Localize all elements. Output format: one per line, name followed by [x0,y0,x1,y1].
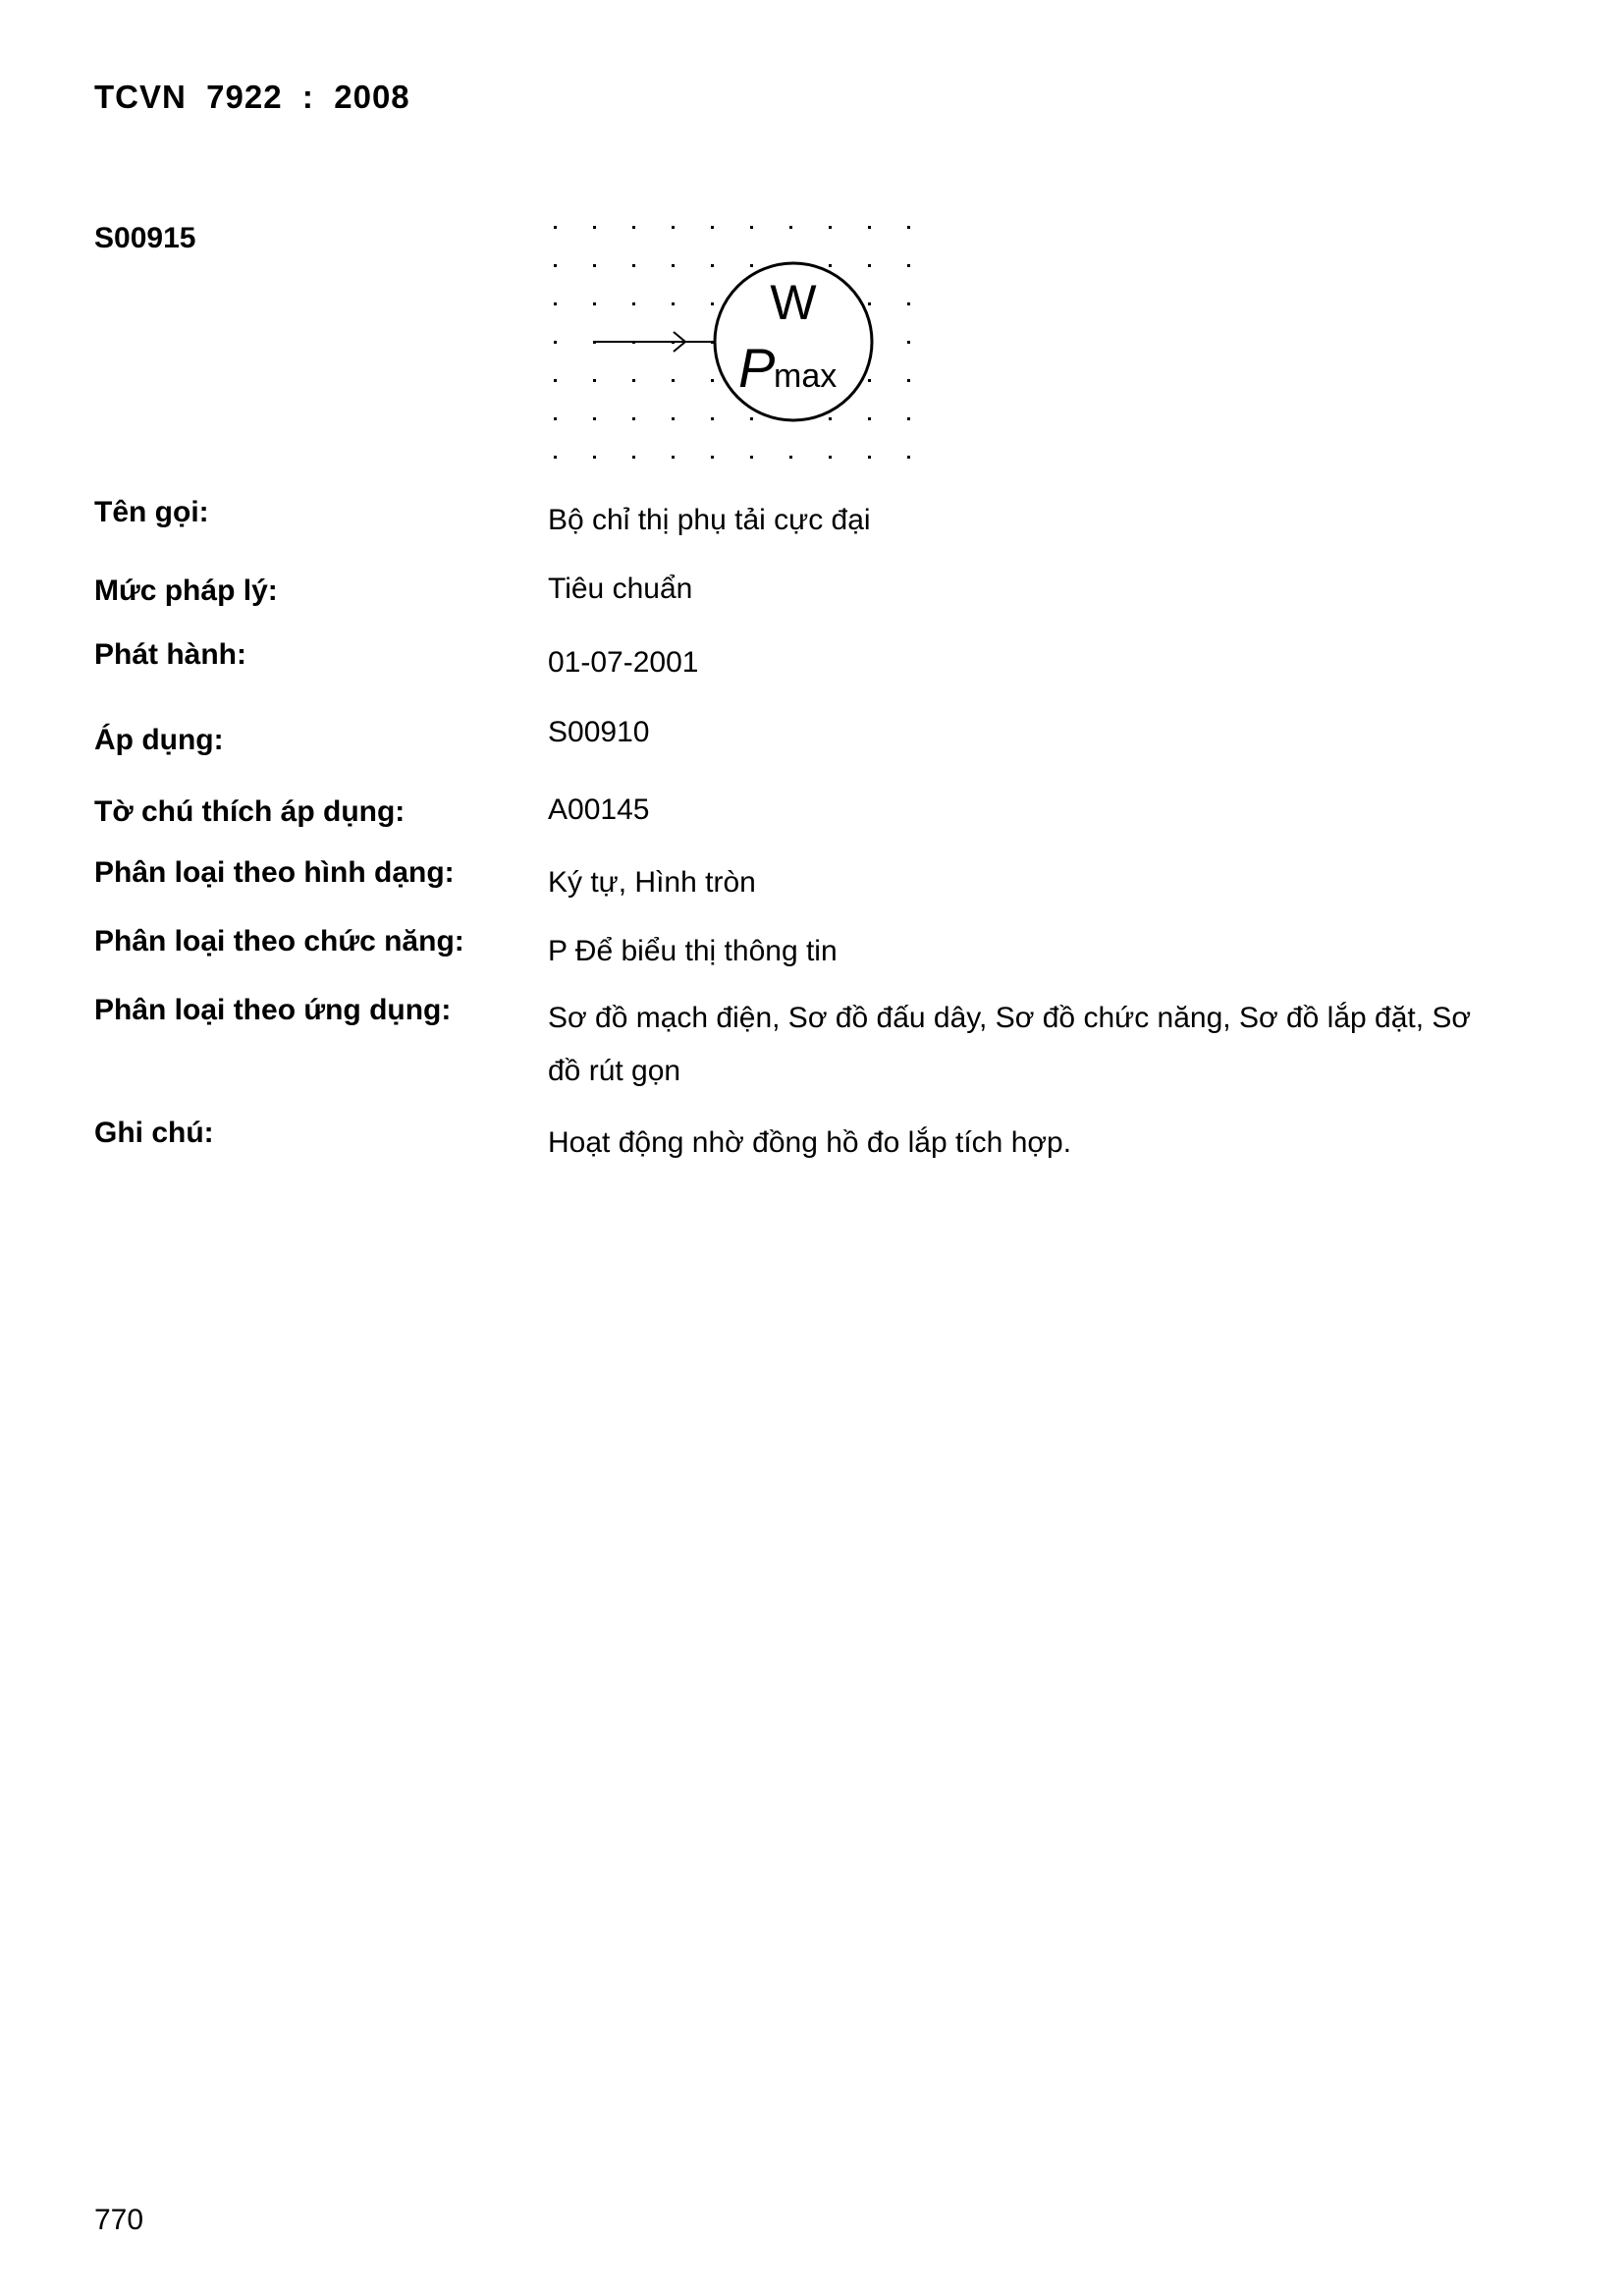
grid-dot [672,417,675,420]
grid-dot [632,264,635,267]
grid-dot [593,379,596,382]
field-label-phan-loai-ung-dung: Phân loại theo ứng dụng: [94,994,452,1026]
grid-dot [554,341,557,344]
grid-dot [907,264,910,267]
grid-dot [554,379,557,382]
symbol-figure [546,218,923,464]
field-label-ghi-chu: Ghi chú: [94,1117,214,1149]
grid-dot [711,226,714,229]
grid-dot [554,456,557,459]
grid-dot [593,302,596,305]
grid-dot [711,264,714,267]
grid-dot [868,379,871,382]
grid-dot [829,264,832,267]
symbol-letter-p: P [738,337,776,399]
symbol-drawing [546,218,923,464]
grid-dot [672,226,675,229]
field-value-ghi-chu: Hoạt động nhờ đồng hồ đo lắp tích hợp. [548,1126,1072,1159]
field-value-to-chu-thich: A00145 [548,793,650,826]
grid-dot [711,417,714,420]
field-value-ten-goi: Bộ chỉ thị phụ tải cực đại [548,504,871,536]
field-value-phan-loai-hinh-dang: Ký tự, Hình tròn [548,866,756,899]
field-value-ap-dung: S00910 [548,716,650,748]
field-label-phat-hanh: Phát hành: [94,638,246,671]
grid-dot [632,302,635,305]
grid-dot [907,379,910,382]
grid-dot [829,226,832,229]
grid-dot [750,417,753,420]
grid-dot [829,417,832,420]
grid-dot [907,302,910,305]
grid-dot [593,456,596,459]
grid-dot [632,417,635,420]
grid-dot [632,226,635,229]
field-label-ap-dung: Áp dụng: [94,724,224,756]
grid-dot [711,302,714,305]
grid-dot [789,226,792,229]
grid-dot [554,226,557,229]
grid-dot [907,456,910,459]
grid-dot [554,302,557,305]
grid-dot [554,417,557,420]
field-label-phan-loai-hinh-dang: Phân loại theo hình dạng: [94,856,455,889]
field-label-to-chu-thich: Tờ chú thích áp dụng: [94,795,406,828]
field-value-muc-phap-ly: Tiêu chuẩn [548,573,693,605]
grid-dot [593,417,596,420]
field-value-phat-hanh: 01-07-2001 [548,646,699,679]
field-label-muc-phap-ly: Mức pháp lý: [94,574,278,607]
grid-dot [672,264,675,267]
grid-dot [672,456,675,459]
grid-dot [593,264,596,267]
grid-dot [907,341,910,344]
grid-dot [868,264,871,267]
symbol-letter-w: W [770,275,817,330]
grid-dot [868,417,871,420]
field-value-phan-loai-ung-dung: Sơ đồ mạch điện, Sơ đồ đấu dây, Sơ đồ chức năng, Sơ đồ lắp đặt, Sơ đồ rút gọn [548,1002,1472,1087]
symbol-code: S00915 [94,222,196,254]
grid-dot [632,456,635,459]
document-header-title: TCVN 7922 : 2008 [94,79,410,115]
grid-dot [868,302,871,305]
page-number: 770 [94,2204,144,2236]
grid-dot [789,456,792,459]
grid-dot [554,264,557,267]
grid-dot [711,456,714,459]
field-label-ten-goi: Tên gọi: [94,496,209,528]
grid-dot [593,226,596,229]
field-label-phan-loai-chuc-nang: Phân loại theo chức năng: [94,925,464,957]
grid-dot [672,379,675,382]
grid-dot [868,226,871,229]
field-value-phan-loai-chuc-nang: P Để biểu thị thông tin [548,935,838,967]
grid-dot [672,302,675,305]
symbol-subscript-max: max [774,357,838,395]
grid-dot [750,226,753,229]
grid-dot [750,264,753,267]
grid-dot [632,379,635,382]
grid-dot [907,226,910,229]
grid-dot [829,456,832,459]
grid-dot [711,379,714,382]
grid-dot [750,456,753,459]
grid-dot [868,456,871,459]
grid-dot [907,417,910,420]
